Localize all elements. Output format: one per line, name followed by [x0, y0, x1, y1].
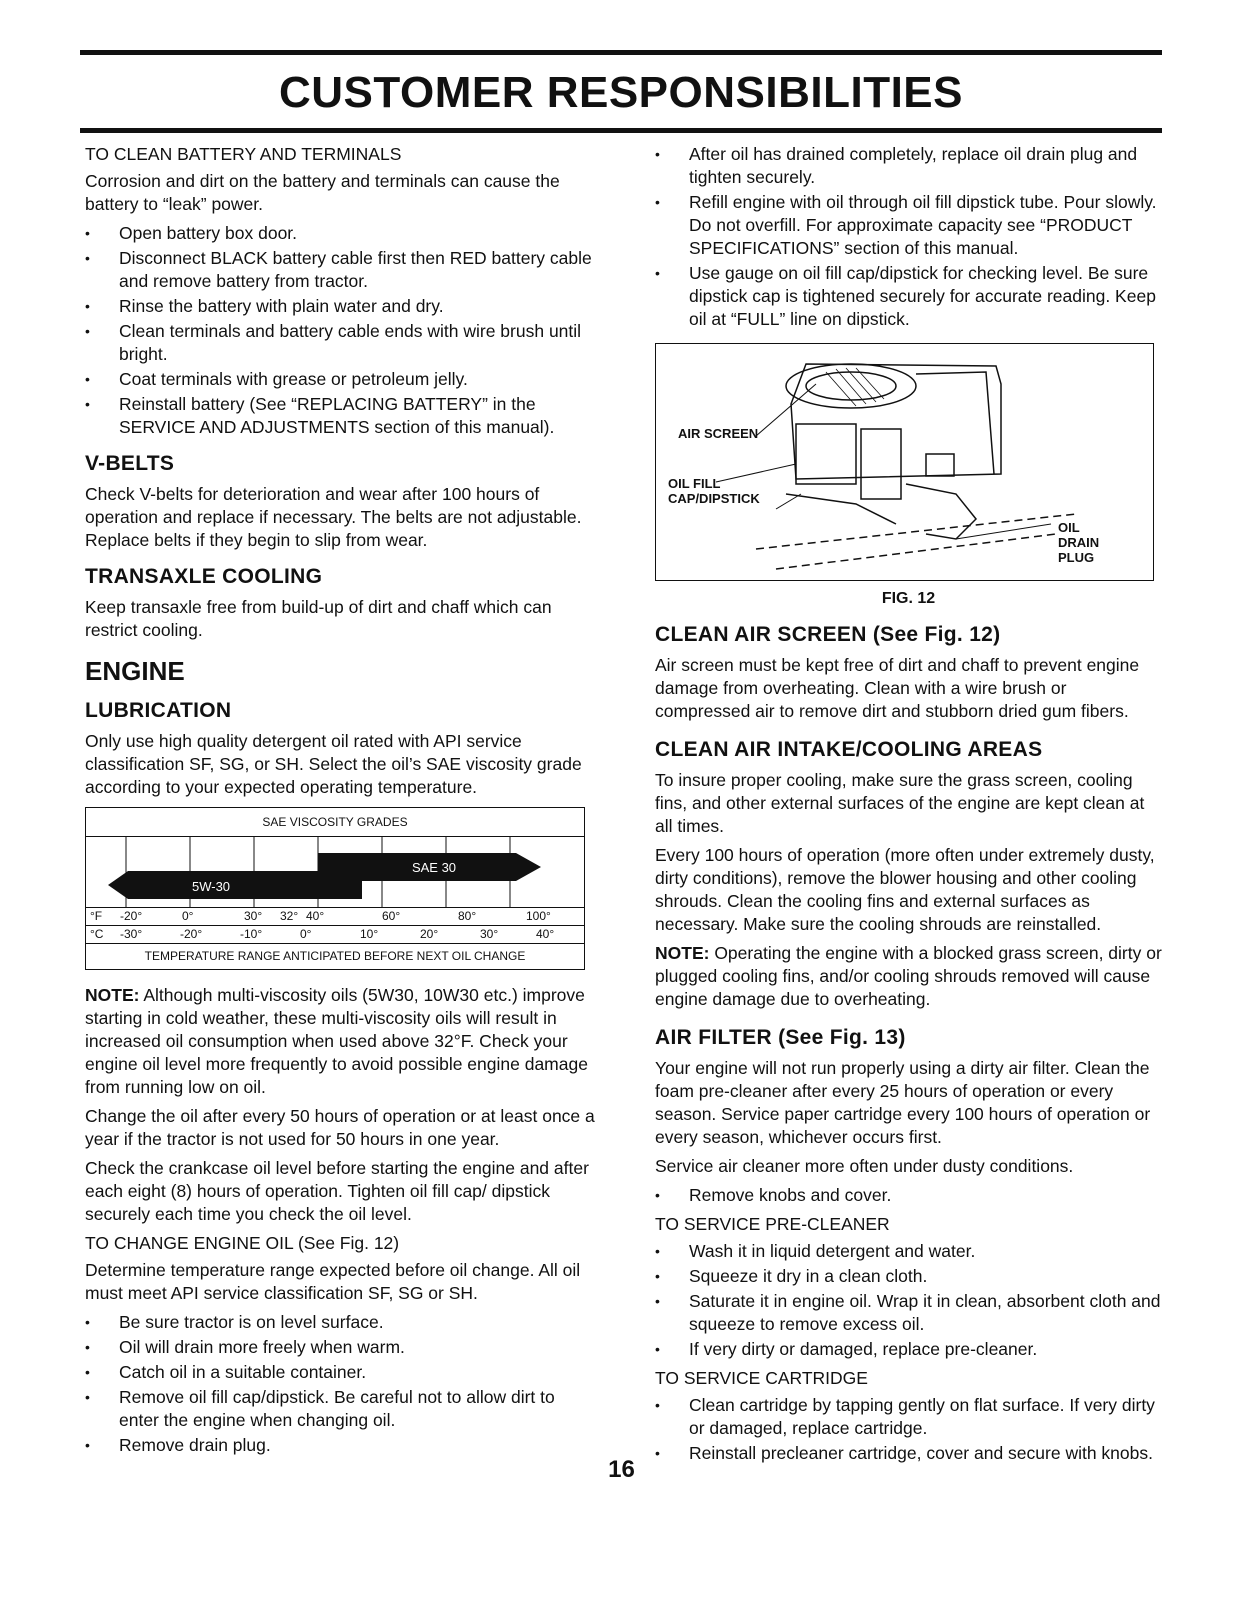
list-item: • Disconnect BLACK battery cable first then RED battery cable and remove battery from tractor.	[85, 247, 597, 293]
c-unit: °C	[90, 927, 104, 941]
air-filter-p2: Service air cleaner more often under dusty conditions.	[655, 1156, 1074, 1176]
pre-cleaner-list	[655, 1240, 1162, 1361]
oil-check-paragraph: Check the crankcase oil level before starting the engine and after each eight (8) hours of operation. Tighten oil fill cap/ dipstick securely each time you check the oil level.	[85, 1158, 589, 1224]
5w30-bar	[108, 871, 362, 899]
vbelts-text: Check V-belts for deterioration and wear after 100 hours of operation and replace if necessary. The belts are not adjustable. Replace belts if they begin to slip from wear.	[85, 484, 582, 550]
f-tick: 30°	[244, 909, 263, 923]
label-drain: DRAIN	[1058, 535, 1100, 550]
intake-p2: Every 100 hours of operation (more often under extremely dusty, dirty conditions), remove the blower housing and other cooling shrouds. Clean the cooling fins and external surfaces as necessary. Make sure the cooling shrouds are reinstalled.	[655, 845, 1155, 934]
air-screen-text: Air screen must be kept free of dirt and chaff to prevent engine damage from overheating. Clean with a wire brush or compressed air to remove dirt and stubborn dried gum fibers.	[655, 655, 1140, 721]
vbelts-heading: V-BELTS	[85, 452, 175, 475]
page-number: 16	[608, 1456, 635, 1483]
list-item: • Open battery box door.	[85, 222, 597, 245]
transaxle-heading: TRANSAXLE COOLING	[85, 565, 323, 588]
label-plug: PLUG	[1058, 550, 1095, 565]
viscosity-footer: TEMPERATURE RANGE ANTICIPATED BEFORE NEXT OIL CHANGE	[86, 943, 584, 969]
battery-intro: Corrosion and dirt on the battery and terminals can cause the battery to “leak” power.	[85, 171, 560, 214]
list-item: • Wash it in liquid detergent and water.	[655, 1240, 1162, 1263]
list-item: • Remove oil fill cap/dipstick. Be careful not to allow dirt to enter the engine when changing oil.	[85, 1386, 597, 1432]
f-unit: °F	[90, 909, 103, 923]
oil-refill-list	[655, 143, 1162, 331]
list-item: • Reinstall battery (See “REPLACING BATTERY” in the SERVICE AND ADJUSTMENTS section of this manual).	[85, 393, 597, 439]
lubrication-heading: LUBRICATION	[85, 699, 232, 722]
air-filter-list	[655, 1184, 1162, 1207]
f-tick: 80°	[458, 909, 477, 923]
list-item: • Remove knobs and cover.	[655, 1184, 1162, 1207]
list-item: • Saturate it in engine oil. Wrap it in clean, absorbent cloth and squeeze to remove excess oil.	[655, 1290, 1162, 1336]
list-item: • Refill engine with oil through oil fill dipstick tube. Pour slowly. Do not overfill. For approximate capacity see “PRODUCT SPECIFICATIONS” section of this manual.	[655, 191, 1162, 260]
f-tick: 60°	[382, 909, 401, 923]
right-column	[655, 143, 1162, 1471]
list-item: • Coat terminals with grease or petroleum jelly.	[85, 368, 597, 391]
viscosity-bars	[86, 837, 584, 907]
pre-cleaner-heading: TO SERVICE PRE-CLEANER	[655, 1214, 890, 1234]
intake-note	[655, 942, 1162, 1011]
list-item: • Squeeze it dry in a clean cloth.	[655, 1265, 1162, 1288]
battery-list	[85, 222, 597, 439]
figure-caption: FIG. 12	[881, 590, 936, 607]
f-tick: 100°	[526, 909, 551, 923]
list-item: • If very dirty or damaged, replace pre-cleaner.	[655, 1338, 1162, 1361]
page-title: CUSTOMER RESPONSIBILITIES	[279, 68, 963, 117]
title-rule	[80, 128, 1162, 133]
transaxle-text: Keep transaxle free from build-up of dirt and chaff which can restrict cooling.	[85, 597, 552, 640]
oil-note	[85, 984, 597, 1099]
list-item: • Clean terminals and battery cable ends with wire brush until bright.	[85, 320, 597, 366]
cartridge-heading: TO SERVICE CARTRIDGE	[655, 1368, 868, 1388]
f-tick: 40°	[306, 909, 325, 923]
label-oil-fill: OIL FILL	[668, 476, 721, 491]
c-tick: 20°	[420, 927, 439, 941]
air-filter-heading: AIR FILTER (See Fig. 13)	[655, 1026, 906, 1049]
cartridge-list	[655, 1394, 1162, 1465]
label-oil: OIL	[1058, 520, 1080, 535]
note-text: Operating the engine with a blocked grass screen, dirty or plugged cooling fins, and/or cooling shrouds removed will cause engine damage due to overheating.	[655, 943, 1162, 1009]
list-item: • Remove drain plug.	[85, 1434, 597, 1457]
engine-figure	[655, 343, 1154, 581]
list-item: • Be sure tractor is on level surface.	[85, 1311, 597, 1334]
f-tick: 32°	[280, 909, 299, 923]
list-item: • Rinse the battery with plain water and dry.	[85, 295, 597, 318]
f-tick: -20°	[120, 909, 143, 923]
change-oil-intro: Determine temperature range expected before oil change. All oil must meet API service classification SF, SG or SH.	[85, 1260, 581, 1303]
label-cap-dipstick: CAP/DIPSTICK	[668, 491, 760, 506]
label-air-screen: AIR SCREEN	[678, 426, 759, 441]
c-tick: 30°	[480, 927, 499, 941]
engine-heading: ENGINE	[85, 656, 185, 686]
celsius-row	[86, 925, 584, 943]
list-item: • Use gauge on oil fill cap/dipstick for checking level. Be sure dipstick cap is tightened securely for accurate reading. Keep oil at “FULL” line on dipstick.	[655, 262, 1162, 331]
viscosity-chart	[85, 807, 585, 970]
note-text: Although multi-viscosity oils (5W30, 10W30 etc.) improve starting in cold weather, these multi-viscosity oils will result in increased oil consumption when used above 32°F. Check your engine oil level more frequently to avoid possible engine damage from running low on oil.	[85, 985, 588, 1097]
air-filter-p1: Your engine will not run properly using a dirty air filter. Clean the foam pre-cleaner after every 25 hours of operation or every season. Service paper cartridge every 100 hours of operation or every season, whichever occurs first.	[655, 1058, 1151, 1147]
c-tick: -10°	[240, 927, 263, 941]
left-column	[85, 143, 597, 1463]
lubrication-text: Only use high quality detergent oil rated with API service classification SF, SG, or SH. Select the oil’s SAE viscosity grade according to your expected operating temperature.	[85, 731, 582, 797]
air-screen-heading: CLEAN AIR SCREEN (See Fig. 12)	[655, 623, 1001, 646]
c-tick: -20°	[180, 927, 203, 941]
list-item: • Oil will drain more freely when warm.	[85, 1336, 597, 1359]
change-oil-list	[85, 1311, 597, 1457]
change-oil-heading: TO CHANGE ENGINE OIL (See Fig. 12)	[85, 1233, 400, 1253]
list-item: • After oil has drained completely, replace oil drain plug and tighten securely.	[655, 143, 1162, 189]
5w30-label: 5W-30	[191, 879, 231, 894]
c-tick: 40°	[536, 927, 555, 941]
f-tick: 0°	[182, 909, 194, 923]
c-tick: 0°	[300, 927, 312, 941]
intake-heading: CLEAN AIR INTAKE/COOLING AREAS	[655, 738, 1043, 761]
viscosity-title: SAE VISCOSITY GRADES	[86, 808, 584, 837]
oil-change-paragraph: Change the oil after every 50 hours of operation or at least once a year if the tractor is not used for 50 hours in one year.	[85, 1106, 595, 1149]
note-label: NOTE:	[85, 985, 140, 1005]
c-tick: -30°	[120, 927, 143, 941]
list-item: • Reinstall precleaner cartridge, cover and secure with knobs.	[655, 1442, 1162, 1465]
c-tick: 10°	[360, 927, 379, 941]
sae30-label: SAE 30	[411, 860, 457, 875]
list-item: • Clean cartridge by tapping gently on flat surface. If very dirty or damaged, replace cartridge.	[655, 1394, 1162, 1440]
list-item: • Catch oil in a suitable container.	[85, 1361, 597, 1384]
intake-p1: To insure proper cooling, make sure the grass screen, cooling fins, and other external surfaces of the engine are kept clean at all times.	[655, 770, 1145, 836]
note-label: NOTE:	[655, 943, 710, 963]
top-rule	[80, 50, 1162, 55]
battery-heading: TO CLEAN BATTERY AND TERMINALS	[85, 144, 402, 164]
